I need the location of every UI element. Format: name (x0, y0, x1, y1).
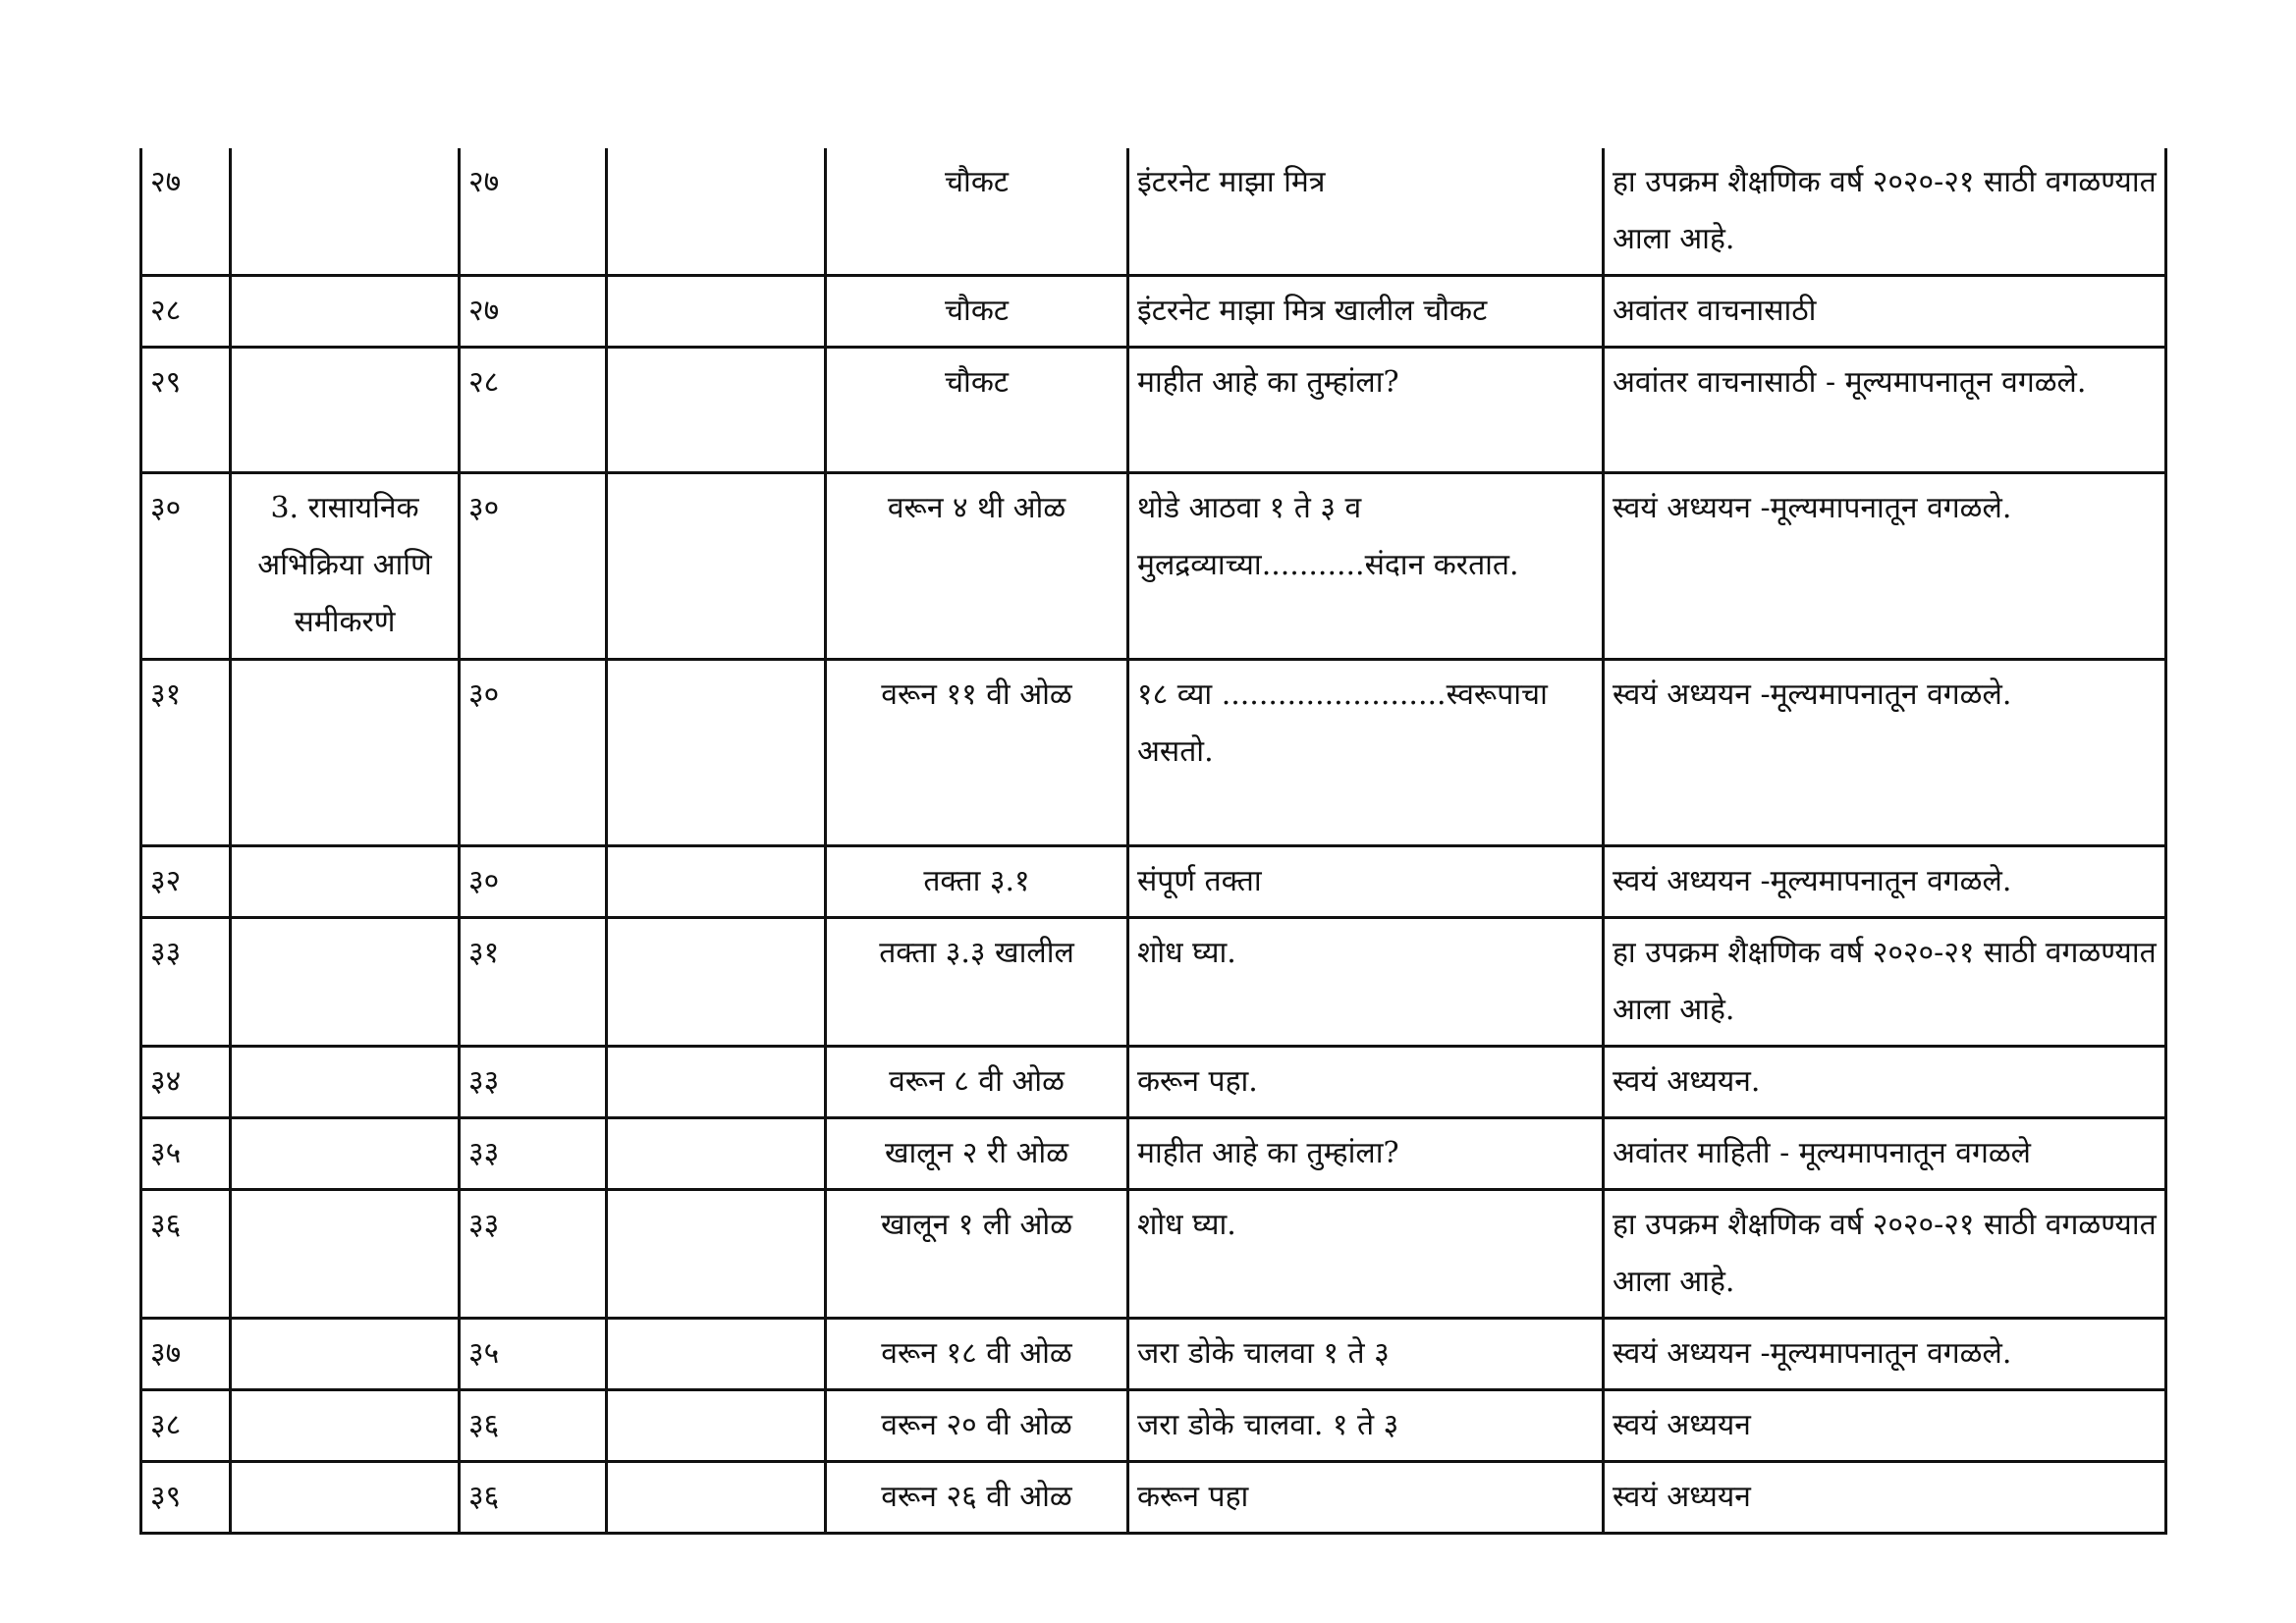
remark-cell: अवांतर वाचनासाठी - मूल्यमापनातून वगळले. (1604, 348, 2166, 473)
remark-cell: स्वयं अध्ययन (1604, 1390, 2166, 1462)
table-row (141, 1462, 2166, 1534)
page-number-cell: ३३ (460, 1118, 607, 1190)
location-cell: वरून ४ थी ओळ (826, 473, 1128, 660)
location-cell: वरून ११ वी ओळ (826, 660, 1128, 846)
chapter-cell (231, 1190, 460, 1319)
empty-cell (607, 1319, 826, 1390)
content-cell: जरा डोके चालवा. १ ते ३ (1128, 1390, 1604, 1462)
content-cell: करून पहा. (1128, 1047, 1604, 1118)
location-cell: चौकट (826, 148, 1128, 276)
remark-cell: स्वयं अध्ययन -मूल्यमापनातून वगळले. (1604, 473, 2166, 660)
page-number-cell: ३० (460, 846, 607, 918)
serial-number-cell: ३० (141, 473, 231, 660)
chapter-cell (231, 148, 460, 276)
chapter-cell (231, 660, 460, 846)
empty-cell (607, 348, 826, 473)
remark-cell: अवांतर वाचनासाठी (1604, 276, 2166, 348)
serial-number-cell: ३४ (141, 1047, 231, 1118)
serial-number-cell: २९ (141, 348, 231, 473)
chapter-cell (231, 1118, 460, 1190)
empty-cell (607, 148, 826, 276)
location-cell: खालून १ ली ओळ (826, 1190, 1128, 1319)
empty-cell (607, 1047, 826, 1118)
chapter-cell: 3. रासायनिक अभिक्रिया आणि समीकरणे (231, 473, 460, 660)
location-cell: तक्ता ३.१ (826, 846, 1128, 918)
empty-cell (607, 1190, 826, 1319)
table-row (141, 1390, 2166, 1462)
content-cell: इंटरनेट माझा मित्र (1128, 148, 1604, 276)
table-row (141, 473, 2166, 660)
page-number-cell: ३३ (460, 1047, 607, 1118)
content-cell: थोडे आठवा १ ते ३ व मुलद्रव्याच्या...........संदान करतात. (1128, 473, 1604, 660)
table-row (141, 348, 2166, 473)
remark-cell: स्वयं अध्ययन. (1604, 1047, 2166, 1118)
page-number-cell: २७ (460, 276, 607, 348)
remark-cell: हा उपक्रम शैक्षणिक वर्ष २०२०-२१ साठी वगळण्यात आला आहे. (1604, 148, 2166, 276)
serial-number-cell: २७ (141, 148, 231, 276)
empty-cell (607, 473, 826, 660)
content-cell: शोध घ्या. (1128, 918, 1604, 1047)
table-row (141, 1190, 2166, 1319)
page-number-cell: ३० (460, 660, 607, 846)
chapter-cell (231, 1319, 460, 1390)
location-cell: खालून २ री ओळ (826, 1118, 1128, 1190)
serial-number-cell: ३६ (141, 1190, 231, 1319)
chapter-cell (231, 846, 460, 918)
remark-cell: स्वयं अध्ययन -मूल्यमापनातून वगळले. (1604, 846, 2166, 918)
empty-cell (607, 918, 826, 1047)
content-cell: इंटरनेट माझा मित्र खालील चौकट (1128, 276, 1604, 348)
location-cell: वरून २६ वी ओळ (826, 1462, 1128, 1534)
content-cell: १८ व्या ........................स्वरूपाचा असतो. (1128, 660, 1604, 846)
remark-cell: स्वयं अध्ययन -मूल्यमापनातून वगळले. (1604, 660, 2166, 846)
remark-cell: अवांतर माहिती - मूल्यमापनातून वगळले (1604, 1118, 2166, 1190)
chapter-cell (231, 1047, 460, 1118)
table-row (141, 1118, 2166, 1190)
content-cell: संपूर्ण तक्ता (1128, 846, 1604, 918)
empty-cell (607, 1462, 826, 1534)
serial-number-cell: ३९ (141, 1462, 231, 1534)
location-cell: वरून २० वी ओळ (826, 1390, 1128, 1462)
content-cell: करून पहा (1128, 1462, 1604, 1534)
content-cell: माहीत आहे का तुम्हांला? (1128, 348, 1604, 473)
empty-cell (607, 846, 826, 918)
serial-number-cell: ३८ (141, 1390, 231, 1462)
serial-number-cell: ३५ (141, 1118, 231, 1190)
page-number-cell: २७ (460, 148, 607, 276)
serial-number-cell: २८ (141, 276, 231, 348)
page-number-cell: ३६ (460, 1390, 607, 1462)
table-row (141, 1047, 2166, 1118)
content-cell: शोध घ्या. (1128, 1190, 1604, 1319)
empty-cell (607, 660, 826, 846)
location-cell: वरून १८ वी ओळ (826, 1319, 1128, 1390)
page-number-cell: ३१ (460, 918, 607, 1047)
chapter-cell (231, 918, 460, 1047)
serial-number-cell: ३३ (141, 918, 231, 1047)
page-number-cell: ३६ (460, 1462, 607, 1534)
location-cell: वरून ८ वी ओळ (826, 1047, 1128, 1118)
location-cell: चौकट (826, 276, 1128, 348)
table-row (141, 660, 2166, 846)
location-cell: तक्ता ३.३ खालील (826, 918, 1128, 1047)
page-number-cell: २८ (460, 348, 607, 473)
chapter-cell (231, 1462, 460, 1534)
empty-cell (607, 1118, 826, 1190)
chapter-cell (231, 276, 460, 348)
empty-cell (607, 276, 826, 348)
remark-cell: हा उपक्रम शैक्षणिक वर्ष २०२०-२१ साठी वगळण्यात आला आहे. (1604, 918, 2166, 1047)
serial-number-cell: ३२ (141, 846, 231, 918)
serial-number-cell: ३१ (141, 660, 231, 846)
chapter-cell (231, 1390, 460, 1462)
page-number-cell: ३५ (460, 1319, 607, 1390)
chapter-cell (231, 348, 460, 473)
page-number-cell: ३३ (460, 1190, 607, 1319)
empty-cell (607, 1390, 826, 1462)
location-cell: चौकट (826, 348, 1128, 473)
table-row (141, 846, 2166, 918)
content-cell: माहीत आहे का तुम्हांला? (1128, 1118, 1604, 1190)
remark-cell: हा उपक्रम शैक्षणिक वर्ष २०२०-२१ साठी वगळण्यात आला आहे. (1604, 1190, 2166, 1319)
table-row (141, 1319, 2166, 1390)
syllabus-reduction-table (139, 148, 2167, 1535)
table-row (141, 918, 2166, 1047)
table-body (141, 148, 2166, 1534)
table-row (141, 276, 2166, 348)
serial-number-cell: ३७ (141, 1319, 231, 1390)
remark-cell: स्वयं अध्ययन -मूल्यमापनातून वगळले. (1604, 1319, 2166, 1390)
page-number-cell: ३० (460, 473, 607, 660)
content-cell: जरा डोके चालवा १ ते ३ (1128, 1319, 1604, 1390)
table-row (141, 148, 2166, 276)
remark-cell: स्वयं अध्ययन (1604, 1462, 2166, 1534)
